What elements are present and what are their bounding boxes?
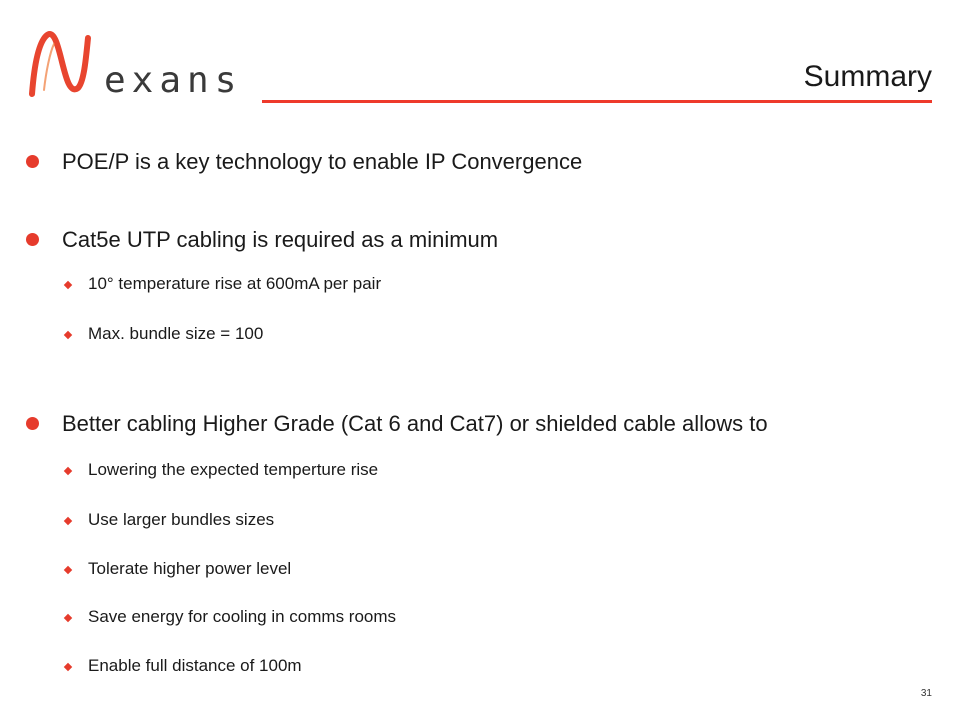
sub-bullet-item: Use larger bundles sizes <box>88 510 275 529</box>
sub-bullet-item: Save energy for cooling in comms rooms <box>88 607 397 626</box>
bullet-dot-icon <box>26 233 39 246</box>
sub-bullet-diamond-icon <box>64 281 72 289</box>
sub-bullet-item: Max. bundle size = 100 <box>88 324 264 343</box>
sub-bullet-diamond-icon <box>64 614 72 622</box>
sub-bullet-item: Enable full distance of 100m <box>88 656 302 675</box>
bullet-item: Better cabling Higher Grade (Cat 6 and Cat7) or shielded cable allows to <box>62 411 768 436</box>
page-number: 31 <box>920 688 932 699</box>
sub-bullet-diamond-icon <box>64 517 72 525</box>
sub-bullet-item: 10° temperature rise at 600mA per pair <box>88 274 382 293</box>
sub-bullet-item: Lowering the expected temperture rise <box>88 460 379 479</box>
sub-bullet-diamond-icon <box>64 566 72 574</box>
sub-bullet-diamond-icon <box>64 663 72 671</box>
bullet-dot-icon <box>26 417 39 430</box>
logo-wordmark: exans <box>104 60 243 101</box>
bullet-dot-icon <box>26 155 39 168</box>
page-title: Summary <box>803 60 932 93</box>
bullet-item: Cat5e UTP cabling is required as a minimum <box>62 227 499 252</box>
sub-bullet-diamond-icon <box>64 331 72 339</box>
bullet-item: POE/P is a key technology to enable IP Convergence <box>62 149 583 174</box>
sub-bullet-item: Tolerate higher power level <box>88 559 292 578</box>
sub-bullet-diamond-icon <box>64 467 72 475</box>
